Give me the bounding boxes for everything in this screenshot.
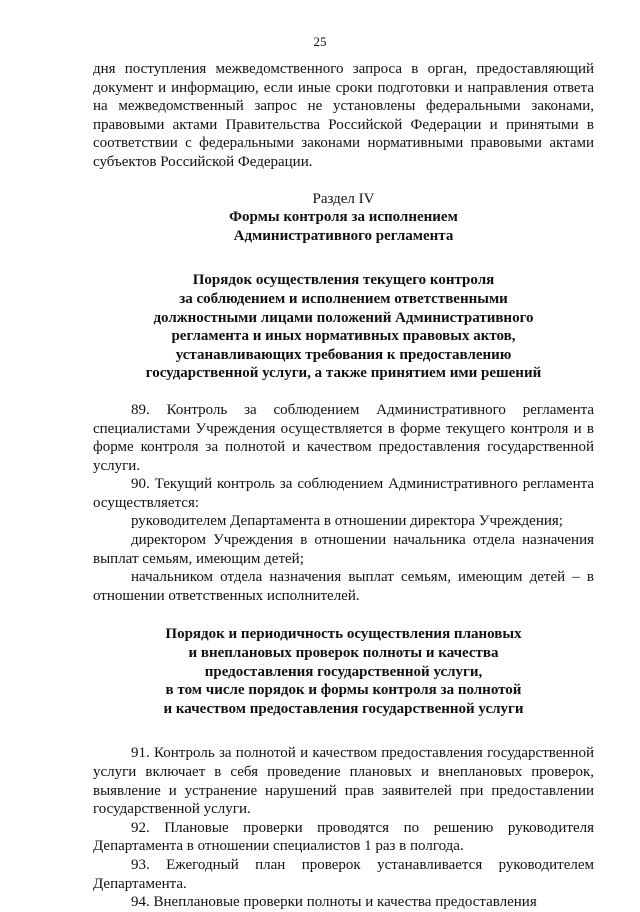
subheading-line: предоставления государственной услуги, (204, 663, 483, 680)
paragraph-90: 90. Текущий контроль за соблюдением Административного регламента осуществляется: (93, 476, 594, 511)
paragraph-89: 89. Контроль за соблюдением Административного регламента специалистами Учреждения осуществляется в форме текущего контроля и в форме контроля за полнотой и качеством предоставления государственной услуги. (93, 401, 594, 474)
section-title-line: Административного регламента (233, 227, 454, 244)
list-item: директором Учреждения в отношении начальника отдела назначения выплат семьям, имеющим детей; (93, 532, 594, 567)
subheading-line: и внеплановых проверок полноты и качества (188, 645, 499, 662)
paragraph-94: 94. Внеплановые проверки полноты и качества предоставления (131, 894, 537, 911)
page-number: 25 (313, 34, 327, 49)
subheading-line: устанавливающих требования к предоставлению (175, 346, 512, 363)
subheading-line: Порядок и периодичность осуществления плановых (165, 626, 522, 643)
section-title (93, 208, 594, 245)
list-item: руководителем Департамента в отношении директора Учреждения; (131, 513, 563, 530)
list-item: начальником отдела назначения выплат семьям, имеющим детей – в отношении ответственных исполнителей. (93, 569, 594, 604)
section-label-text: Раздел IV (312, 190, 375, 207)
subheading-inspections (93, 625, 594, 718)
subheading-current-control (93, 271, 594, 383)
document-body (93, 60, 594, 912)
subheading-line: регламента и иных нормативных правовых актов, (171, 328, 516, 345)
subheading-line: должностными лицами положений Административного (153, 309, 534, 326)
intro-paragraph: дня поступления межведомственного запроса в орган, предоставляющий документ и информацию, если иные сроки подготовки и направления ответа на межведомственный запрос не установлены федеральными законами, правовыми актами Правительства Российской Федерации и принятыми в соответствии с федеральными законами нормативными правовыми актами субъектов Российской Федерации. (93, 61, 594, 170)
subheading-line: за соблюдением и исполнением ответственными (179, 290, 508, 307)
subheading-line: государственной услуги, а также принятием ими решений (145, 365, 542, 382)
paragraph-92: 92. Плановые проверки проводятся по решению руководителя Департамента в отношении специалистов 1 раз в полгода. (93, 819, 594, 855)
section-label (93, 190, 594, 209)
section-title-line: Формы контроля за исполнением (229, 209, 458, 226)
paragraph-91: 91. Контроль за полнотой и качеством предоставления государственной услуги включает в себя проведение плановых и внеплановых проверок, выявление и устранение нарушений прав заявителей при предоставлении государственной услуги. (93, 745, 594, 818)
subheading-line: и качеством предоставления государственной услуги (163, 700, 524, 717)
subheading-line: в том числе порядок и формы контроля за полнотой (165, 682, 522, 699)
subheading-line: Порядок осуществления текущего контроля (192, 272, 495, 289)
paragraph-93: 93. Ежегодный план проверок устанавливается руководителем Департамента. (93, 856, 594, 892)
